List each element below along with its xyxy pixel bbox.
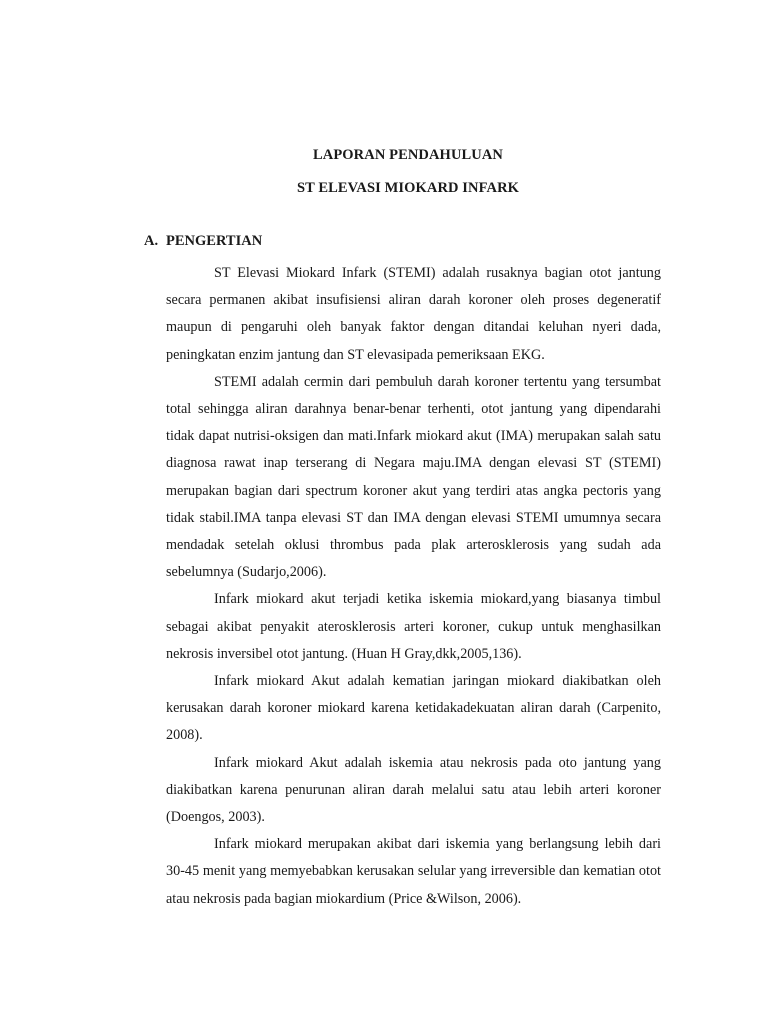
paragraph: Infark miokard akut terjadi ketika iskemia miokard,yang biasanya timbul sebagai akibat penyakit aterosklerosis arteri koroner, cukup untuk menghasilkan nekrosis inversibel otot jantung. (Huan H Gray,dkk,2005,136).: [166, 591, 661, 662]
paragraph: Infark miokard merupakan akibat dari iskemia yang berlangsung lebih dari 30-45 menit yang memyebabkan kerusakan selular yang irreversible dan kematian otot atau nekrosis pada bagian miokardium (Price &Wilson, 2006).: [166, 836, 661, 907]
section-letter: A.: [144, 233, 159, 249]
section-heading: [144, 233, 262, 250]
document-title: LAPORAN PENDAHULUAN: [313, 147, 503, 163]
paragraph: ST Elevasi Miokard Infark (STEMI) adalah rusaknya bagian otot jantung secara permanen akibat insufisiensi aliran darah koroner oleh proses degeneratif maupun di pengaruhi oleh banyak faktor dengan ditandai keluhan nyeri dada, peningkatan enzim jantung dan ST elevasipada pemeriksaan EKG.: [166, 265, 661, 363]
section-body: [166, 260, 661, 913]
document-subtitle: ST ELEVASI MIOKARD INFARK: [296, 180, 520, 196]
section-heading-text: PENGERTIAN: [166, 233, 263, 249]
paragraph: Infark miokard Akut adalah iskemia atau nekrosis pada oto jantung yang diakibatkan karena penurunan aliran darah melalui satu atau lebih arteri koroner (Doengos, 2003).: [166, 754, 661, 826]
paragraph: STEMI adalah cermin dari pembuluh darah koroner tertentu yang tersumbat total sehingga aliran darahnya benar-benar terhenti, otot jantung yang dipendarahi tidak dapat nutrisi-oksigen dan mati.Infark miokard akut (IMA) merupakan salah satu diagnosa rawat inap terserang di Negara maju.IMA dengan elevasi ST (STEMI) merupakan bagian dari spectrum koroner akut yang terdiri atas angka pectoris yang tidak stabil.IMA tanpa elevasi ST dan IMA dengan elevasi STEMI umumnya secara mendadak setelah oklusi thrombus pada plak arterosklerosis yang sudah ada sebelumnya (Sudarjo,2006).: [166, 373, 661, 581]
paragraph: Infark miokard Akut adalah kematian jaringan miokard diakibatkan oleh kerusakan darah koroner miokard karena ketidakadekuatan aliran darah (Carpenito, 2008).: [166, 673, 661, 744]
